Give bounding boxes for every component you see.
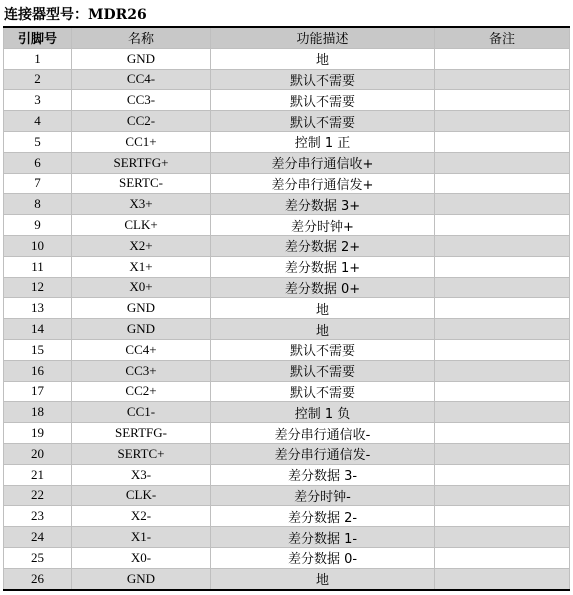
function-description-cell: 差分串行通信发-	[211, 443, 435, 464]
signal-name-cell: X1-	[72, 527, 211, 548]
table-row	[4, 173, 570, 194]
note-cell	[435, 90, 570, 111]
connector-caption: 连接器型号：MDR26	[4, 7, 147, 23]
signal-name-cell: GND	[72, 298, 211, 319]
signal-name-cell: X0-	[72, 547, 211, 568]
table-row	[4, 194, 570, 215]
table-row	[4, 131, 570, 152]
note-cell	[435, 485, 570, 506]
function-description-cell: 差分时钟+	[211, 215, 435, 236]
table-row	[4, 90, 570, 111]
pin-number-cell: 8	[4, 194, 72, 215]
pin-number-cell: 15	[4, 339, 72, 360]
table-row	[4, 547, 570, 568]
note-cell	[435, 568, 570, 589]
signal-name-cell: SERTC-	[72, 173, 211, 194]
note-cell	[435, 152, 570, 173]
note-cell	[435, 464, 570, 485]
signal-name-cell: X1+	[72, 256, 211, 277]
function-description-cell: 差分数据 0+	[211, 277, 435, 298]
signal-name-cell: CLK-	[72, 485, 211, 506]
signal-name-cell: CC4-	[72, 69, 211, 90]
pin-number-cell: 14	[4, 319, 72, 340]
function-description-cell: 差分数据 3-	[211, 464, 435, 485]
function-description-cell: 差分串行通信收-	[211, 423, 435, 444]
pin-number-cell: 18	[4, 402, 72, 423]
table-row	[4, 402, 570, 423]
pin-number-cell: 9	[4, 215, 72, 236]
signal-name-cell: X0+	[72, 277, 211, 298]
note-cell	[435, 256, 570, 277]
signal-name-cell: CC3-	[72, 90, 211, 111]
pin-number-cell: 24	[4, 527, 72, 548]
pin-number-cell: 25	[4, 547, 72, 568]
function-description-cell: 地	[211, 298, 435, 319]
pin-table	[3, 26, 570, 591]
table-row	[4, 235, 570, 256]
function-description-cell: 地	[211, 319, 435, 340]
pin-number-cell: 12	[4, 277, 72, 298]
pin-number-cell: 17	[4, 381, 72, 402]
table-row	[4, 360, 570, 381]
function-description-cell: 默认不需要	[211, 339, 435, 360]
signal-name-cell: X2+	[72, 235, 211, 256]
note-cell	[435, 506, 570, 527]
signal-name-cell: CLK+	[72, 215, 211, 236]
note-cell	[435, 360, 570, 381]
table-header-row	[4, 27, 570, 48]
function-description-cell: 控制 1 负	[211, 402, 435, 423]
signal-name-cell: X3-	[72, 464, 211, 485]
function-description-cell: 差分时钟-	[211, 485, 435, 506]
header-function: 功能描述	[211, 27, 435, 48]
function-description-cell: 默认不需要	[211, 90, 435, 111]
signal-name-cell: SERTFG-	[72, 423, 211, 444]
table-row	[4, 443, 570, 464]
note-cell	[435, 319, 570, 340]
function-description-cell: 差分数据 2-	[211, 506, 435, 527]
table-row	[4, 48, 570, 69]
function-description-cell: 地	[211, 48, 435, 69]
function-description-cell: 默认不需要	[211, 69, 435, 90]
note-cell	[435, 215, 570, 236]
pin-number-cell: 26	[4, 568, 72, 589]
table-row	[4, 319, 570, 340]
function-description-cell: 差分数据 3+	[211, 194, 435, 215]
table-row	[4, 277, 570, 298]
function-description-cell: 差分数据 1+	[211, 256, 435, 277]
note-cell	[435, 527, 570, 548]
pin-number-cell: 3	[4, 90, 72, 111]
pin-number-cell: 6	[4, 152, 72, 173]
table-row	[4, 381, 570, 402]
header-pin: 引脚号	[4, 27, 72, 48]
note-cell	[435, 173, 570, 194]
note-cell	[435, 298, 570, 319]
note-cell	[435, 69, 570, 90]
function-description-cell: 差分数据 0-	[211, 547, 435, 568]
function-description-cell: 差分串行通信收+	[211, 152, 435, 173]
signal-name-cell: SERTC+	[72, 443, 211, 464]
signal-name-cell: X2-	[72, 506, 211, 527]
header-note: 备注	[435, 27, 570, 48]
table-row	[4, 339, 570, 360]
function-description-cell: 控制 1 正	[211, 131, 435, 152]
pin-number-cell: 19	[4, 423, 72, 444]
pin-number-cell: 10	[4, 235, 72, 256]
signal-name-cell: CC3+	[72, 360, 211, 381]
signal-name-cell: GND	[72, 48, 211, 69]
note-cell	[435, 402, 570, 423]
signal-name-cell: CC2+	[72, 381, 211, 402]
pin-number-cell: 16	[4, 360, 72, 381]
function-description-cell: 地	[211, 568, 435, 589]
table-row	[4, 464, 570, 485]
note-cell	[435, 547, 570, 568]
note-cell	[435, 131, 570, 152]
function-description-cell: 差分串行通信发+	[211, 173, 435, 194]
note-cell	[435, 48, 570, 69]
pin-number-cell: 5	[4, 131, 72, 152]
signal-name-cell: X3+	[72, 194, 211, 215]
pin-number-cell: 7	[4, 173, 72, 194]
table-row	[4, 111, 570, 132]
function-description-cell: 默认不需要	[211, 381, 435, 402]
note-cell	[435, 381, 570, 402]
signal-name-cell: GND	[72, 568, 211, 589]
table-row	[4, 256, 570, 277]
table-row	[4, 568, 570, 589]
signal-name-cell: GND	[72, 319, 211, 340]
function-description-cell: 差分数据 2+	[211, 235, 435, 256]
pin-table-body	[4, 48, 570, 589]
table-row	[4, 527, 570, 548]
pin-number-cell: 13	[4, 298, 72, 319]
header-name: 名称	[72, 27, 211, 48]
table-row	[4, 506, 570, 527]
signal-name-cell: SERTFG+	[72, 152, 211, 173]
note-cell	[435, 443, 570, 464]
pin-number-cell: 4	[4, 111, 72, 132]
note-cell	[435, 423, 570, 444]
function-description-cell: 默认不需要	[211, 111, 435, 132]
signal-name-cell: CC2-	[72, 111, 211, 132]
signal-name-cell: CC1-	[72, 402, 211, 423]
pin-number-cell: 2	[4, 69, 72, 90]
note-cell	[435, 194, 570, 215]
pin-number-cell: 11	[4, 256, 72, 277]
note-cell	[435, 111, 570, 132]
table-row	[4, 485, 570, 506]
signal-name-cell: CC4+	[72, 339, 211, 360]
pin-number-cell: 20	[4, 443, 72, 464]
function-description-cell: 默认不需要	[211, 360, 435, 381]
note-cell	[435, 339, 570, 360]
note-cell	[435, 235, 570, 256]
signal-name-cell: CC1+	[72, 131, 211, 152]
table-row	[4, 298, 570, 319]
table-row	[4, 69, 570, 90]
pin-number-cell: 21	[4, 464, 72, 485]
function-description-cell: 差分数据 1-	[211, 527, 435, 548]
pin-number-cell: 23	[4, 506, 72, 527]
pin-number-cell: 22	[4, 485, 72, 506]
table-row	[4, 423, 570, 444]
table-row	[4, 152, 570, 173]
table-row	[4, 215, 570, 236]
note-cell	[435, 277, 570, 298]
pin-number-cell: 1	[4, 48, 72, 69]
